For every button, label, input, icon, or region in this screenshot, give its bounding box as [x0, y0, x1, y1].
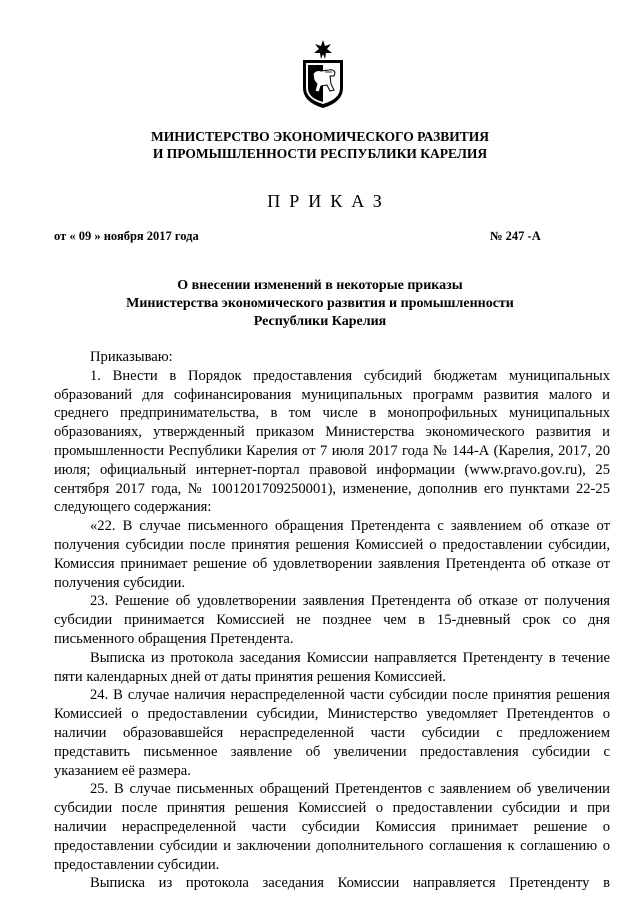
paragraph-extract-2: Выписка из протокола заседания Комиссии направляется Претенденту в — [90, 875, 610, 892]
paragraph-item-1: 1. Внести в Порядок предоставления субсидий бюджетам муниципальных образований для софинансирования муниципальных программ развития малого и среднего предпринимательства, в том числе в монопрофильных муниципальных образованиях, утвержденный приказом Министерства экономического развития и промышленности Республики Карелия от 7 июля 2017 года № 144-А (Карелия, 2017, 20 июля; официальный интернет-портал правовой информации (www.pravo.gov.ru), 25 сентября 2017 года, № 1001201709250001), изменение, дополнив его пунктами 22-25 следующего содержания: — [54, 367, 610, 516]
paragraph-extract-1: Выписка из протокола заседания Комиссии направляется Претенденту в течение пяти календарных дней от даты принятия решения Комиссией. — [54, 649, 610, 685]
paragraph-item-25: 25. В случае письменных обращений Претендентов с заявлением об увеличении субсидии после принятия решения Комиссией о предоставлении субсидии и при наличии нераспределенной части субсидии Комиссия принимает решение о предоставлении субсидии и заключении дополнительного соглашения к соглашению о предоставлении субсидии. — [54, 781, 610, 873]
order-number: № 247 -А — [490, 229, 541, 243]
subject-line1: О внесении изменений в некоторые приказы — [177, 278, 463, 293]
karelia-coat-of-arms-icon — [299, 38, 347, 110]
order-body — [54, 348, 610, 893]
paragraph-item-24: 24. В случае наличия нераспределенной части субсидии после принятия решения Комиссией о предоставлении субсидии, Министерство уведомляет Претендентов о наличии образовавшейся нераспределенной части субсидии с предложением представить письменное заявление об увеличении предоставления субсидии с указанием её размера. — [54, 687, 610, 779]
ministry-title-line1: МИНИСТЕРСТВО ЭКОНОМИЧЕСКОГО РАЗВИТИЯ — [151, 129, 489, 144]
paragraph-item-22: «22. В случае письменного обращения Претендента с заявлением об отказе от получения субсидии после принятия решения Комиссией о предоставлении субсидии, Комиссия принимает решение об удовлетворении заявления Претендента об отказе от получения субсидии. — [54, 518, 610, 591]
paragraph-item-23: 23. Решение об удовлетворении заявления Претендента об отказе от получения субсидии принимается Комиссией не позднее чем в 15-дневный срок со дня письменного обращения Претендента. — [54, 593, 610, 647]
ministry-title-line2: И ПРОМЫШЛЕННОСТИ РЕСПУБЛИКИ КАРЕЛИЯ — [152, 146, 488, 161]
document-type-title: ПРИКАЗ — [267, 191, 391, 211]
order-preamble: Приказываю: — [90, 349, 173, 365]
order-date: от « 09 » ноября 2017 года — [54, 229, 199, 243]
subject-line2: Министерства экономического развития и промышленности — [126, 296, 514, 311]
subject-line3: Республики Карелия — [253, 314, 387, 329]
